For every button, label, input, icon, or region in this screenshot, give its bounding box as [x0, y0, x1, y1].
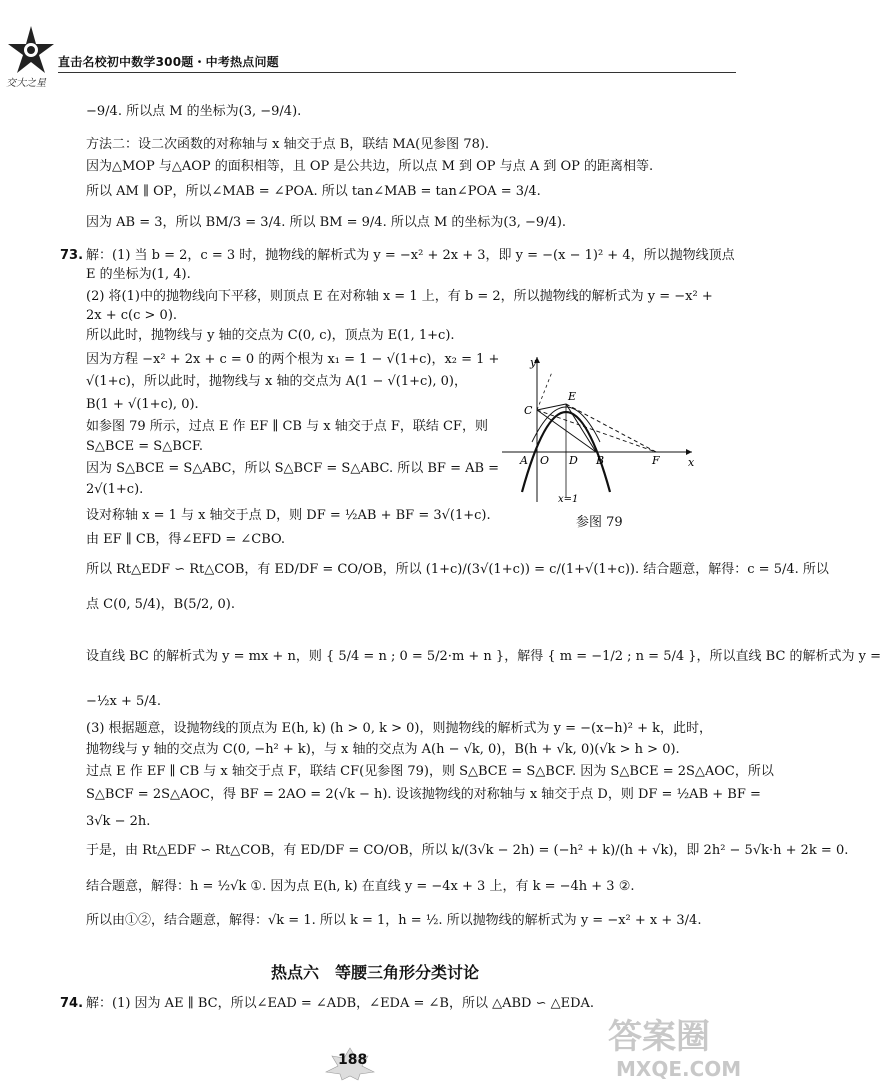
line-ce [537, 404, 566, 410]
label-x: x [688, 456, 695, 469]
text-line: 设直线 BC 的解析式为 y = mx + n，则 { 5/4 = n ; 0 = 5/2·m + n }，解得 { m = −1/2 ; n = 5/4 }，所以直线 BC 的解析式为 y = [86, 649, 881, 664]
x-axis-arrow [686, 449, 692, 455]
page-header [0, 0, 750, 92]
line-ef [566, 404, 656, 452]
text-line: 由 EF ∥ CB，得∠EFD = ∠CBO. [86, 532, 286, 547]
text-line: S△BCF = 2S△AOC，得 BF = 2AO = 2(√k − h). 设该抛物线的对称轴与 x 轴交于点 D，则 DF = ½AB + BF = [86, 787, 761, 802]
section-title: 热点六 等腰三角形分类讨论 [270, 963, 479, 982]
label-d: D [569, 454, 578, 467]
star-logo-icon [6, 24, 56, 88]
text-line: 所以由①②，结合题意，解得：√k = 1. 所以 k = 1，h = ½. 所以抛物线的解析式为 y = −x² + x + 3/4. [86, 913, 702, 928]
text-line: 解：(1) 当 b = 2，c = 3 时，抛物线的解析式为 y = −x² + 2x + 3，即 y = −(x − 1)² + 4，所以抛物线顶点 [86, 248, 735, 263]
text-line: 过点 E 作 EF ∥ CB 与 x 轴交于点 F，联结 CF(见参图 79)，则 S△BCE = S△BCF. 因为 S△BCE = 2S△AOC，所以 [86, 764, 774, 779]
label-symmetry: x=1 [558, 494, 579, 505]
text-line: S△BCE = S△BCF. [86, 439, 204, 454]
text-line: 点 C(0, 5/4)，B(5/2, 0). [86, 597, 235, 612]
text-line: 因为 AB = 3，所以 BM/3 = 3/4. 所以 BM = 9/4. 所以点 M 的坐标为(3, −9/4). [86, 215, 567, 230]
header-divider [58, 72, 736, 73]
line-dash [537, 372, 552, 410]
text-line: 所以 Rt△EDF ∽ Rt△COB，有 ED/DF = CO/OB，所以 (1+c)/(3√(1+c)) = c/(1+√(1+c)). 结合题意，解得：c = 5/4. 所以 [86, 562, 829, 577]
text-line: 于是，由 Rt△EDF ∽ Rt△COB，有 ED/DF = CO/OB，所以 k/(3√k − 2h) = (−h² + k)/(h + √k)，即 2h² − 5√k·h + 2k = 0. [86, 843, 849, 858]
label-o: O [540, 454, 550, 467]
text-line: 因为方程 −x² + 2x + c = 0 的两个根为 x₁ = 1 − √(1+c)，x₂ = 1 + [86, 352, 500, 367]
text-line: 结合题意，解得：h = ½√k ①. 因为点 E(h, k) 在直线 y = −4x + 3 上，有 k = −4h + 3 ②. [86, 879, 635, 894]
text-line: E 的坐标为(1, 4). [86, 267, 191, 282]
figure-caption: 参图 79 [576, 515, 623, 530]
text-line: √(1+c)，所以此时，抛物线与 x 轴的交点为 A(1 − √(1+c), 0)， [86, 374, 467, 389]
label-f: F [652, 454, 660, 467]
text-line: 解：(1) 因为 AE ∥ BC，所以∠EAD = ∠ADB，∠EDA = ∠B，所以 △ABD ∽ △EDA. [86, 996, 595, 1011]
text-line: 方法二：设二次函数的对称轴与 x 轴交于点 B，联结 MA(见参图 78). [86, 137, 490, 152]
text-line: −9/4. 所以点 M 的坐标为(3, −9/4). [86, 104, 302, 119]
label-c: C [524, 404, 533, 417]
figure-79-diagram [492, 352, 702, 512]
book-title: 直击名校初中数学300题・中考热点问题 [58, 55, 279, 69]
text-line: 如参图 79 所示，过点 E 作 EF ∥ CB 与 x 轴交于点 F，联结 CF，则 [86, 419, 488, 434]
label-b: B [596, 454, 605, 467]
watermark-logo-icon [600, 1010, 745, 1082]
label-y: y [530, 356, 537, 369]
problem-number: 73. [60, 248, 84, 263]
text-line: 2√(1+c). [86, 482, 144, 497]
text-line: (2) 将(1)中的抛物线向下平移，则顶点 E 在对称轴 x = 1 上，有 b = 2，所以抛物线的解析式为 y = −x² + [86, 289, 713, 304]
problem-number: 74. [60, 996, 84, 1011]
text-line: 因为△MOP 与△AOP 的面积相等，且 OP 是公共边，所以点 M 到 OP 与点 A 到 OP 的距离相等. [86, 159, 654, 174]
text-line: 因为 S△BCE = S△ABC，所以 S△BCF = S△ABC. 所以 BF = AB = [86, 461, 500, 476]
page-number: 188 [338, 1052, 368, 1068]
text-line: 所以 AM ∥ OP，所以∠MAB = ∠POA. 所以 tan∠MAB = tan∠POA = 3/4. [86, 184, 541, 199]
text-line: −½x + 5/4. [86, 694, 162, 709]
text-line: B(1 + √(1+c), 0). [86, 397, 199, 412]
text-line: 2x + c(c > 0). [86, 308, 178, 323]
text-line: 3√k − 2h. [86, 814, 151, 829]
label-e: E [568, 390, 577, 403]
text-line: 抛物线与 y 轴的交点为 C(0, −h² + k)，与 x 轴的交点为 A(h − √k, 0)，B(h + √k, 0)(√k > h > 0). [86, 742, 680, 757]
text-line: 设对称轴 x = 1 与 x 轴交于点 D，则 DF = ½AB + BF = 3√(1+c). [86, 508, 491, 523]
text-line: 所以此时，抛物线与 y 轴的交点为 C(0, c)，顶点为 E(1, 1+c). [86, 328, 455, 343]
line-eb [566, 404, 596, 452]
watermark-line1: 答案圈 [608, 1017, 710, 1057]
watermark-line2: MXQE.COM [616, 1057, 742, 1081]
text-line: (3) 根据题意，设抛物线的顶点为 E(h, k) (h > 0, k > 0)，则抛物线的解析式为 y = −(x−h)² + k，此时， [86, 721, 712, 736]
logo-text: 交大之星 [6, 78, 46, 89]
label-a: A [520, 454, 528, 467]
